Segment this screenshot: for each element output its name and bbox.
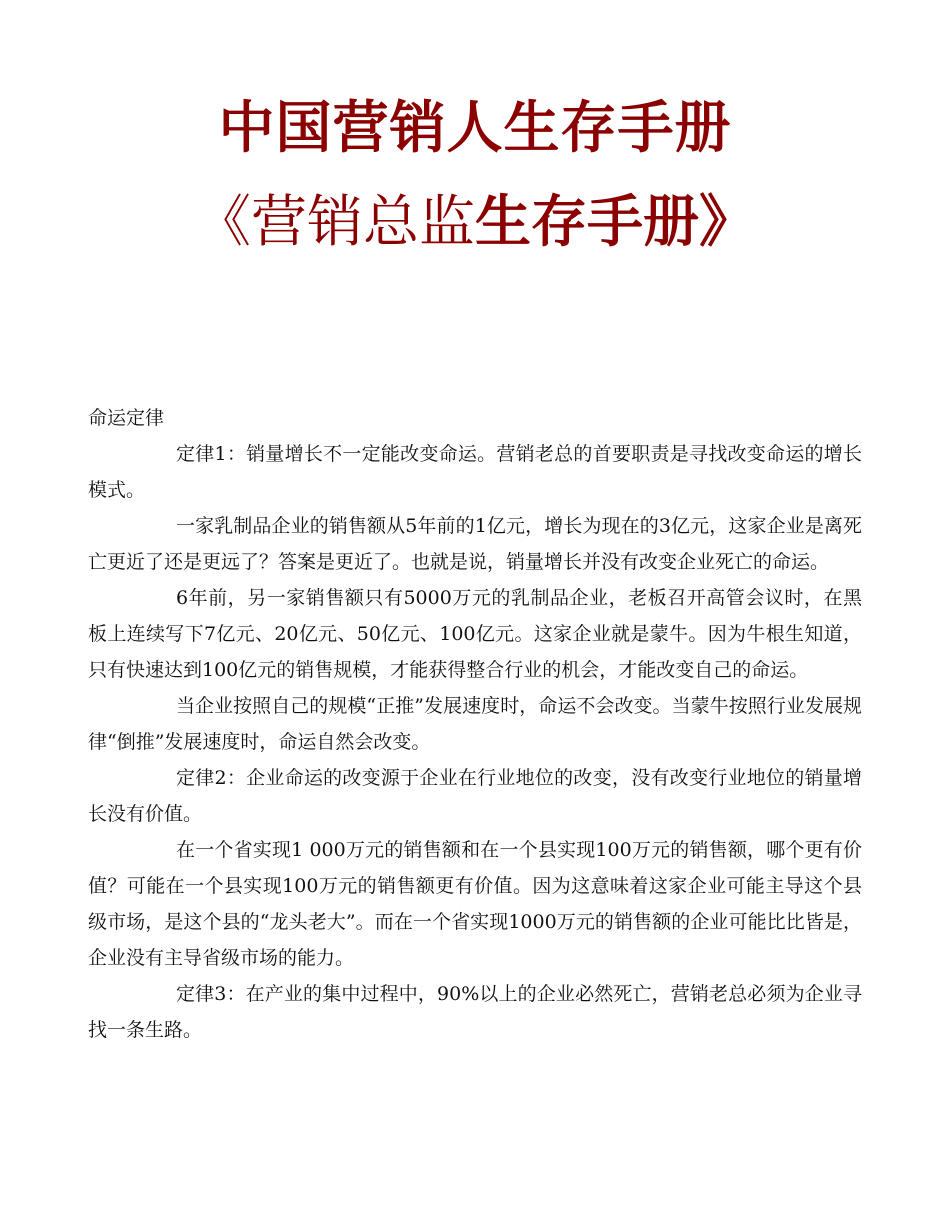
paragraph-mengniu-example: 6年前，另一家销售额只有5000万元的乳制品企业，老板召开高管会议时，在黑板上连续写下7亿元、20亿元、50亿元、100亿元。这家企业就是蒙牛。因为牛根生知道，只有快速达到100亿元的销售规模，才能获得整合行业的机会，才能改变自己的命运。 xyxy=(88,587,862,681)
paragraph-forward-backward: 当企业按照自己的规模“正推”发展速度时，命运不会改变。当蒙牛按照行业发展规律“倒推”发展速度时，命运自然会改变。 xyxy=(88,695,862,753)
paragraph-law-1: 定律1：销量增长不一定能改变命运。营销老总的首要职责是寻找改变命运的增长模式。 xyxy=(88,443,862,501)
subtitle-light-part: 《营销总监 xyxy=(195,190,475,255)
title-block xyxy=(0,92,950,259)
section-heading: 命运定律 xyxy=(88,407,165,429)
document-body xyxy=(88,400,862,1048)
paragraph-law-2: 定律2：企业命运的改变源于企业在行业地位的改变，没有改变行业地位的销量增长没有价值。 xyxy=(88,767,862,825)
paragraph-law-3: 定律3：在产业的集中过程中，90%以上的企业必然死亡，营销老总必须为企业寻找一条生路。 xyxy=(88,983,862,1041)
paragraph-dairy-example: 一家乳制品企业的销售额从5年前的1亿元，增长为现在的3亿元，这家企业是离死亡更近了还是更远了？答案是更近了。也就是说，销量增长并没有改变企业死亡的命运。 xyxy=(88,515,862,573)
subtitle-bold-part: 生存手册》 xyxy=(475,189,755,255)
paragraph-province-county: 在一个省实现1 000万元的销售额和在一个县实现100万元的销售额，哪个更有价值？可能在一个县实现100万元的销售额更有价值。因为这意味着这家企业可能主导这个县级市场，是这个县的“龙头老大”。而在一个省实现1000万元的销售额的企业可能比比皆是，企业没有主导省级市场的能力。 xyxy=(88,839,862,969)
document-subtitle xyxy=(0,186,950,259)
document-title: 中国营销人生存手册 xyxy=(218,95,732,161)
